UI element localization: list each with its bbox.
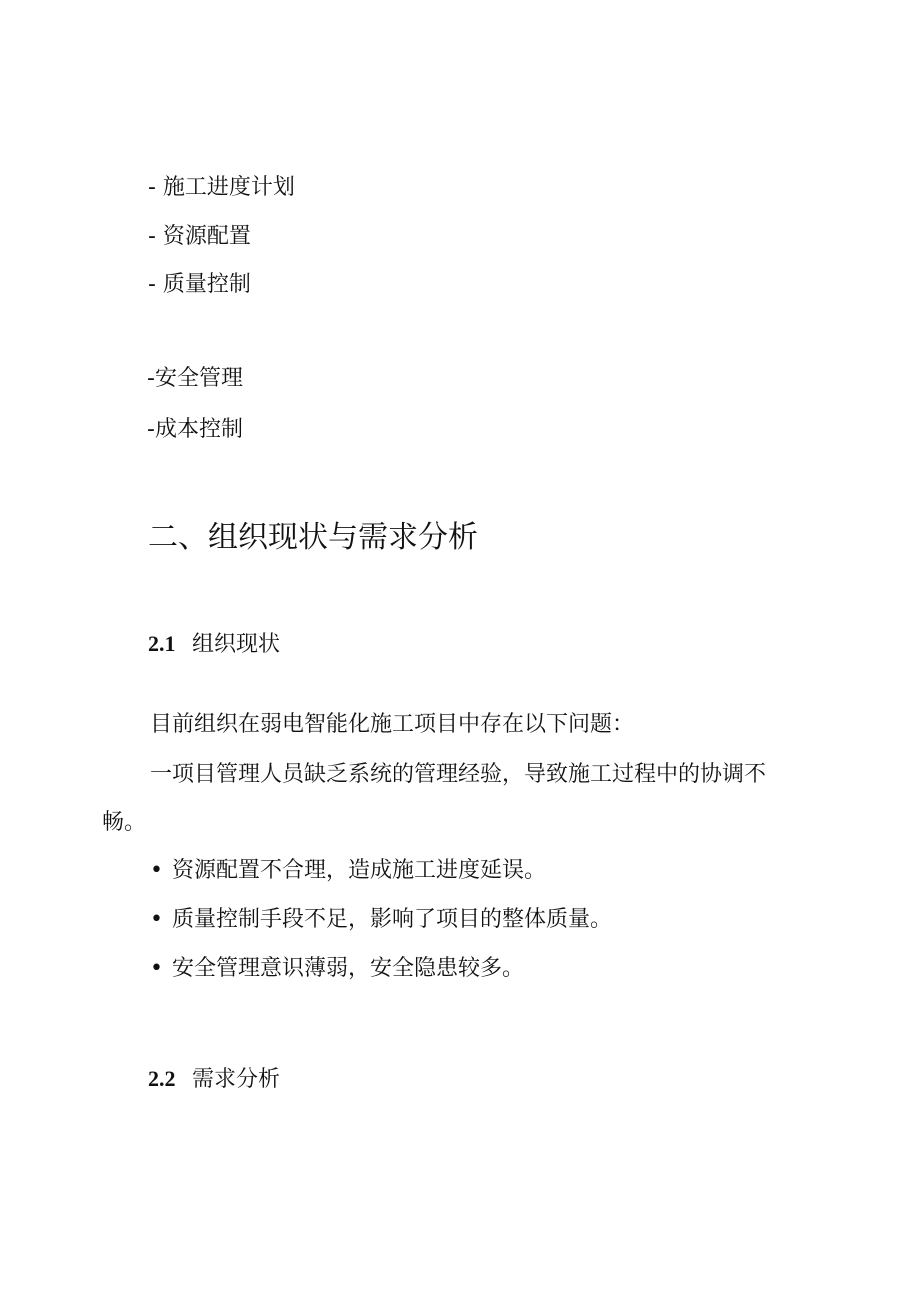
bullet-text: 安全管理意识薄弱，安全隐患较多。 xyxy=(172,956,525,981)
issue-paragraph-line1: 一项目管理人员缺乏系统的管理经验，导致施工过程中的协调不 xyxy=(150,762,767,787)
list-item-resources: - 资源配置 xyxy=(148,224,251,249)
list-item-cost: -成本控制 xyxy=(147,417,243,442)
bullet-text: 资源配置不合理，造成施工进度延误。 xyxy=(172,858,547,883)
section-heading: 二、组织现状与需求分析 xyxy=(148,520,478,555)
bullet-icon: • xyxy=(150,858,163,883)
list-item-schedule: - 施工进度计划 xyxy=(148,175,295,200)
subsection-number: 2.2 xyxy=(148,1066,176,1091)
bullet-text: 质量控制手段不足，影响了项目的整体质量。 xyxy=(172,907,613,932)
subsection-title: 需求分析 xyxy=(192,1067,281,1092)
bullet-item xyxy=(150,905,612,935)
issue-paragraph-line2: 畅。 xyxy=(102,810,147,835)
list-item-safety: -安全管理 xyxy=(147,366,243,391)
bullet-icon: • xyxy=(150,956,163,981)
subsection-number: 2.1 xyxy=(148,631,176,656)
bullet-item xyxy=(150,856,546,886)
bullet-icon: • xyxy=(150,907,163,932)
list-item-quality: - 质量控制 xyxy=(148,272,251,297)
bullet-item xyxy=(150,954,524,984)
subsection-title: 组织现状 xyxy=(192,632,281,657)
subsection-heading-2-1 xyxy=(148,629,280,660)
intro-paragraph: 目前组织在弱电智能化施工项目中存在以下问题： xyxy=(150,712,635,737)
subsection-heading-2-2 xyxy=(148,1064,280,1095)
